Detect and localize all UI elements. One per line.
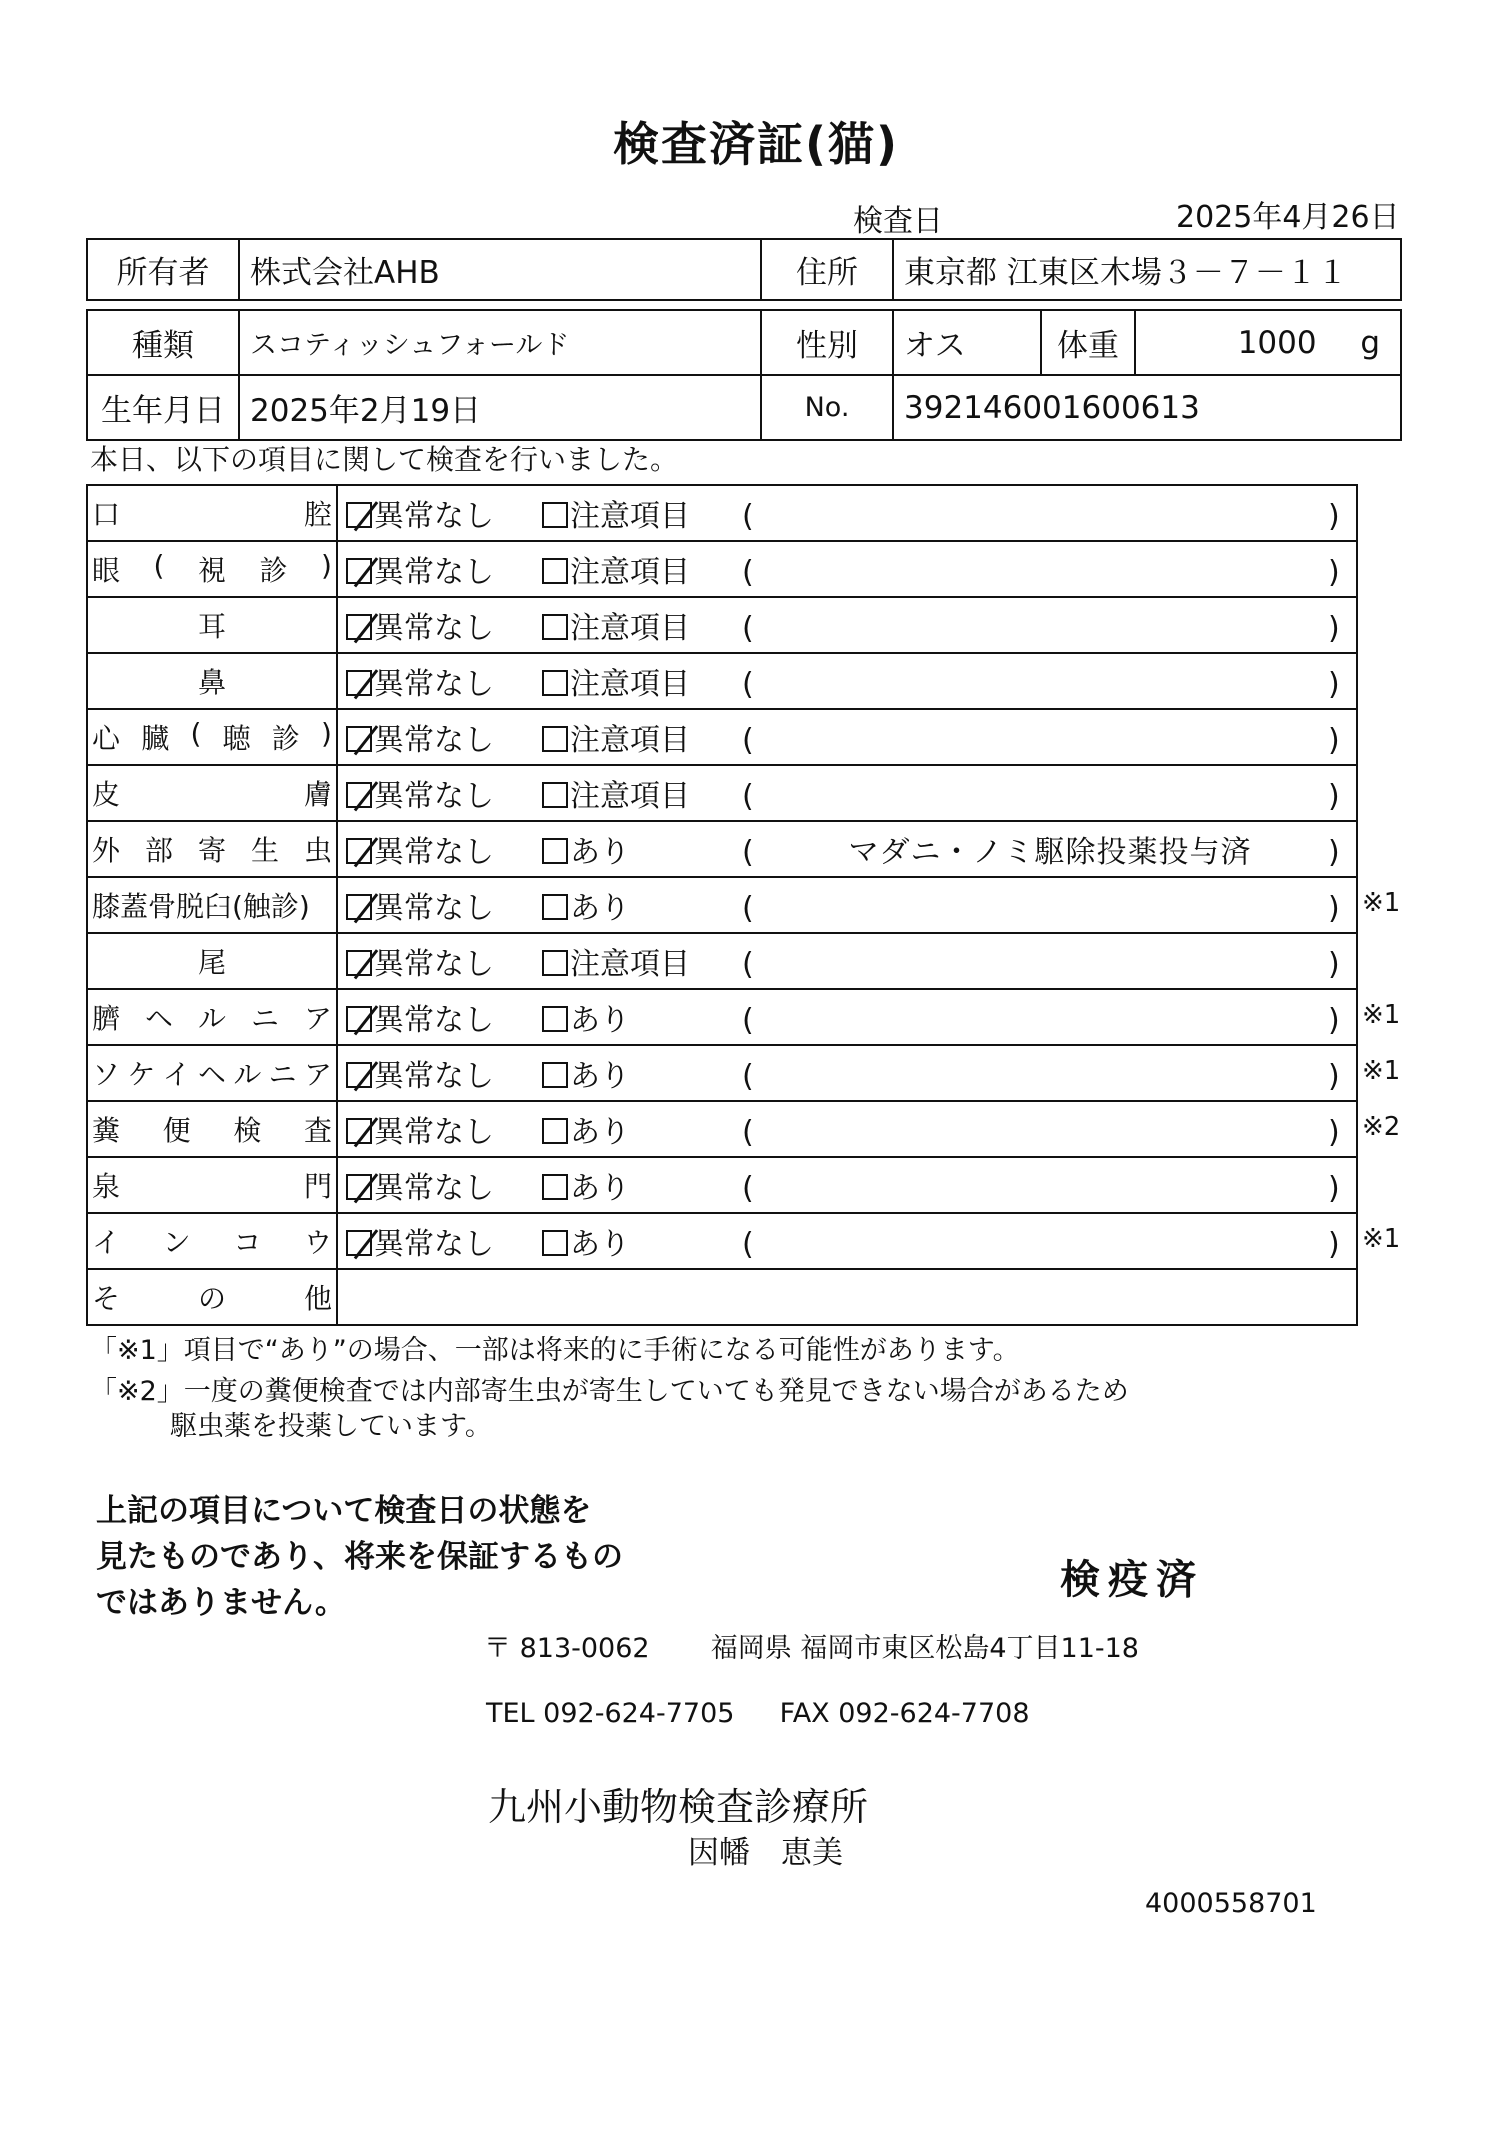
close-paren: ) <box>1328 611 1340 646</box>
exam-item-char: 診 <box>271 722 300 755</box>
close-paren: ) <box>1328 1003 1340 1038</box>
finding-label: 注意項目 <box>570 555 690 590</box>
normal-checkbox[interactable] <box>346 670 372 696</box>
close-paren: ) <box>1328 499 1340 534</box>
finding-checkbox[interactable] <box>542 894 568 920</box>
table-row <box>87 933 1357 989</box>
open-paren: ( <box>742 835 754 870</box>
exam-item-name <box>87 877 337 933</box>
finding-label: あり <box>570 1227 630 1262</box>
finding-label: あり <box>570 891 630 926</box>
normal-label: 異常なし <box>374 499 494 534</box>
close-paren: ) <box>1328 667 1340 702</box>
open-paren: ( <box>742 947 754 982</box>
exam-item-label <box>88 549 336 589</box>
exam-item-name <box>87 1045 337 1101</box>
exam-item-char: そ <box>92 1282 121 1315</box>
declaration-line: 見たものであり、将来を保証するもの <box>96 1539 623 1575</box>
open-paren: ( <box>742 891 754 926</box>
footnote-2-line1: 「※2」一度の糞便検査では内部寄生虫が寄生していても発見できない場合があるため <box>90 1376 1129 1407</box>
exam-item-char: 膝蓋骨脱臼(触診) <box>92 890 310 923</box>
footnote-2-line2: 駆虫薬を投薬しています。 <box>170 1411 492 1442</box>
exam-item-char: 皮 <box>92 778 121 811</box>
exam-result <box>337 653 1357 709</box>
intro-text: 本日、以下の項目に関して検査を行いました。 <box>90 443 679 476</box>
exam-item-name <box>87 709 337 765</box>
table-row <box>87 765 1357 821</box>
exam-result <box>337 821 1357 877</box>
finding-checkbox[interactable] <box>542 1062 568 1088</box>
exam-item-char: 部 <box>144 834 173 867</box>
finding-checkbox[interactable] <box>542 670 568 696</box>
close-paren: ) <box>1328 555 1340 590</box>
exam-item-char: ( <box>153 549 165 582</box>
document-id: 4000558701 <box>1145 1888 1317 1919</box>
weight-cell <box>1135 310 1401 375</box>
exam-item-char: 外 <box>92 834 121 867</box>
exam-item-name <box>87 1213 337 1269</box>
exam-item-char: 検 <box>233 1114 262 1147</box>
exam-date-label: 検査日 <box>853 204 943 239</box>
exam-result <box>337 877 1357 933</box>
clinic-name: 九州小動物検査診療所 <box>488 1785 869 1829</box>
exam-item-char: ニ <box>250 1002 279 1035</box>
open-paren: ( <box>742 1171 754 1206</box>
weight-unit: g <box>1360 324 1380 361</box>
exam-item-label <box>88 1165 336 1205</box>
exam-result <box>337 933 1357 989</box>
fax-number: FAX 092-624-7708 <box>779 1698 1030 1729</box>
exam-item-char: ) <box>321 717 332 750</box>
open-paren: ( <box>742 723 754 758</box>
table-row <box>87 877 1357 933</box>
exam-item-name <box>87 1101 337 1157</box>
declaration-line: 上記の項目について検査日の状態を <box>96 1493 592 1529</box>
exam-item-label <box>88 885 336 925</box>
no-value: 392146001600613 <box>893 375 1401 440</box>
footnote-1: 「※1」項目で“あり”の場合、一部は将来的に手術になる可能性があります。 <box>90 1335 1020 1366</box>
document-title: 検査済証(猫) <box>612 117 900 171</box>
exam-result <box>337 541 1357 597</box>
normal-label: 異常なし <box>374 555 494 590</box>
exam-item-char: 口 <box>92 498 121 531</box>
exam-item-char: ン <box>162 1226 191 1259</box>
exam-item-char: 診 <box>259 554 288 587</box>
doctor-name: 因幡 恵美 <box>688 1835 843 1871</box>
table-row <box>87 821 1357 877</box>
finding-label: 注意項目 <box>570 611 690 646</box>
finding-note: マダニ・ノミ駆除投薬投与済 <box>848 835 1252 870</box>
exam-item-char: 門 <box>303 1170 332 1203</box>
open-paren: ( <box>742 611 754 646</box>
animal-table <box>86 309 1402 441</box>
finding-checkbox[interactable] <box>542 950 568 976</box>
finding-checkbox[interactable] <box>542 558 568 584</box>
exam-item-name <box>87 1269 337 1325</box>
table-row <box>87 653 1357 709</box>
address-value: 東京都 江東区木場３－７－１１ <box>893 239 1401 300</box>
birth-value: 2025年2月19日 <box>239 375 761 440</box>
table-row-other <box>87 1269 1357 1325</box>
exam-item-label <box>88 1221 336 1261</box>
exam-result <box>337 485 1357 541</box>
phone-number: TEL 092-624-7705 <box>486 1698 735 1729</box>
exam-item-label <box>88 773 336 813</box>
normal-checkbox[interactable] <box>346 1174 372 1200</box>
finding-label: 注意項目 <box>570 779 690 814</box>
exam-item-char: ソ <box>92 1058 121 1091</box>
other-notes-field[interactable] <box>337 1269 1357 1325</box>
exam-item-char: イ <box>92 1226 121 1259</box>
exam-item-char: 便 <box>162 1114 191 1147</box>
normal-checkbox[interactable] <box>346 726 372 752</box>
exam-table <box>86 484 1358 1326</box>
normal-label: 異常なし <box>374 1003 494 1038</box>
finding-label: あり <box>570 1003 630 1038</box>
close-paren: ) <box>1328 835 1340 870</box>
footnote-mark: ※1 <box>1362 1056 1401 1086</box>
footnote-mark: ※1 <box>1362 1000 1401 1030</box>
normal-checkbox[interactable] <box>346 894 372 920</box>
exam-item-name <box>87 1157 337 1213</box>
normal-label: 異常なし <box>374 947 494 982</box>
exam-result <box>337 1157 1357 1213</box>
close-paren: ) <box>1328 1227 1340 1262</box>
table-row <box>87 1101 1357 1157</box>
table-row <box>87 1213 1357 1269</box>
finding-label: 注意項目 <box>570 667 690 702</box>
exam-item-char: 眼 <box>92 554 121 587</box>
declaration-line: ではありません。 <box>96 1585 346 1621</box>
normal-label: 異常なし <box>374 891 494 926</box>
owner-value: 株式会社AHB <box>239 239 761 300</box>
exam-item-char: 視 <box>197 554 226 587</box>
sex-label: 性別 <box>761 310 893 375</box>
exam-item-char: ア <box>303 1058 332 1091</box>
exam-item-char: ( <box>190 717 202 750</box>
exam-item-char: ヘ <box>144 1002 173 1035</box>
exam-item-char: 糞 <box>92 1114 121 1147</box>
close-paren: ) <box>1328 1059 1340 1094</box>
exam-item-char: 虫 <box>303 834 332 867</box>
finding-checkbox[interactable] <box>542 502 568 528</box>
clinic-address <box>484 1626 1139 1665</box>
postal-code: 〒 813-0062 <box>484 1633 650 1664</box>
finding-checkbox[interactable] <box>542 1118 568 1144</box>
exam-item-label <box>88 493 336 533</box>
normal-checkbox[interactable] <box>346 950 372 976</box>
close-paren: ) <box>1328 723 1340 758</box>
exam-item-char: ア <box>303 1002 332 1035</box>
footnote-mark: ※2 <box>1362 1112 1401 1142</box>
table-row <box>87 597 1357 653</box>
exam-item-char: 腔 <box>303 498 332 531</box>
normal-label: 異常なし <box>374 723 494 758</box>
finding-label: あり <box>570 1115 630 1150</box>
exam-result <box>337 597 1357 653</box>
open-paren: ( <box>742 667 754 702</box>
table-row <box>87 1157 1357 1213</box>
normal-checkbox[interactable] <box>346 782 372 808</box>
exam-item-char: ) <box>321 549 332 582</box>
exam-item-char: ウ <box>303 1226 332 1259</box>
finding-checkbox[interactable] <box>542 614 568 640</box>
close-paren: ) <box>1328 947 1340 982</box>
finding-label: 注意項目 <box>570 723 690 758</box>
exam-item-label <box>88 997 336 1037</box>
exam-item-name <box>87 597 337 653</box>
exam-item-label: 尾 <box>197 946 226 979</box>
exam-item-name <box>87 541 337 597</box>
exam-item-char: 臓 <box>141 722 170 755</box>
finding-checkbox[interactable] <box>542 1174 568 1200</box>
table-row <box>87 709 1357 765</box>
normal-label: 異常なし <box>374 1171 494 1206</box>
footnote-mark: ※1 <box>1362 888 1401 918</box>
exam-item-char: 生 <box>250 834 279 867</box>
exam-item-char: 他 <box>303 1282 332 1315</box>
breed-label: 種類 <box>87 310 239 375</box>
exam-item-char: 寄 <box>197 834 226 867</box>
exam-item-name <box>87 765 337 821</box>
exam-result <box>337 765 1357 821</box>
exam-item-label: 耳 <box>197 610 226 643</box>
normal-label: 異常なし <box>374 1059 494 1094</box>
normal-checkbox[interactable] <box>346 1006 372 1032</box>
finding-label: あり <box>570 1059 630 1094</box>
exam-result <box>337 709 1357 765</box>
exam-item-name <box>87 821 337 877</box>
open-paren: ( <box>742 499 754 534</box>
exam-item-label <box>88 1277 336 1317</box>
exam-item-char: コ <box>233 1226 262 1259</box>
close-paren: ) <box>1328 779 1340 814</box>
close-paren: ) <box>1328 1171 1340 1206</box>
exam-item-label <box>88 717 336 757</box>
owner-label: 所有者 <box>87 239 239 300</box>
normal-label: 異常なし <box>374 779 494 814</box>
finding-checkbox[interactable] <box>542 1006 568 1032</box>
sex-value: オス <box>893 310 1041 375</box>
exam-item-char: イ <box>162 1058 191 1091</box>
weight-label: 体重 <box>1041 310 1135 375</box>
normal-label: 異常なし <box>374 835 494 870</box>
exam-item-char: の <box>197 1282 226 1315</box>
finding-label: 注意項目 <box>570 947 690 982</box>
exam-item-char: ニ <box>268 1058 297 1091</box>
normal-label: 異常なし <box>374 611 494 646</box>
normal-checkbox[interactable] <box>346 614 372 640</box>
clinic-contact <box>486 1698 1030 1729</box>
normal-checkbox[interactable] <box>346 838 372 864</box>
open-paren: ( <box>742 779 754 814</box>
normal-label: 異常なし <box>374 1227 494 1262</box>
normal-checkbox[interactable] <box>346 1230 372 1256</box>
no-label: No. <box>761 375 893 440</box>
open-paren: ( <box>742 1115 754 1150</box>
exam-item-char: 心 <box>92 722 121 755</box>
table-row <box>87 1045 1357 1101</box>
finding-label: 注意項目 <box>570 499 690 534</box>
finding-label: あり <box>570 1171 630 1206</box>
exam-item-char: ヘ <box>197 1058 226 1091</box>
owner-table <box>86 238 1402 301</box>
finding-checkbox[interactable] <box>542 1230 568 1256</box>
finding-checkbox[interactable] <box>542 726 568 752</box>
exam-item-label <box>88 829 336 869</box>
exam-item-name <box>87 485 337 541</box>
weight-value: 1000 <box>1237 324 1317 361</box>
table-row <box>87 485 1357 541</box>
normal-checkbox[interactable] <box>346 558 372 584</box>
exam-item-char: 査 <box>303 1114 332 1147</box>
normal-label: 異常なし <box>374 667 494 702</box>
open-paren: ( <box>742 1227 754 1262</box>
exam-item-char: ル <box>197 1002 226 1035</box>
finding-label: あり <box>570 835 630 870</box>
exam-result <box>337 1101 1357 1157</box>
exam-item-name <box>87 653 337 709</box>
exam-item-label <box>88 1053 336 1093</box>
exam-item-name <box>87 933 337 989</box>
open-paren: ( <box>742 555 754 590</box>
finding-checkbox[interactable] <box>542 782 568 808</box>
exam-item-name <box>87 989 337 1045</box>
open-paren: ( <box>742 1003 754 1038</box>
table-row <box>87 541 1357 597</box>
exam-result <box>337 1045 1357 1101</box>
declaration <box>96 1488 623 1626</box>
exam-item-char: 臍 <box>92 1002 121 1035</box>
normal-checkbox[interactable] <box>346 1062 372 1088</box>
normal-checkbox[interactable] <box>346 1118 372 1144</box>
open-paren: ( <box>742 1059 754 1094</box>
exam-item-char: 泉 <box>92 1170 121 1203</box>
exam-item-label <box>88 1109 336 1149</box>
exam-item-char: ル <box>233 1058 262 1091</box>
exam-result <box>337 989 1357 1045</box>
exam-item-label: 鼻 <box>197 666 226 699</box>
exam-item-char: 聴 <box>222 722 251 755</box>
exam-date-value: 2025年4月26日 <box>1176 200 1400 235</box>
breed-value: スコティッシュフォールド <box>239 310 761 375</box>
exam-item-char: 膚 <box>303 778 332 811</box>
street-address: 福岡県 福岡市東区松島4丁目11-18 <box>710 1633 1139 1664</box>
normal-label: 異常なし <box>374 1115 494 1150</box>
table-row <box>87 989 1357 1045</box>
exam-result <box>337 1213 1357 1269</box>
address-label: 住所 <box>761 239 893 300</box>
birth-label: 生年月日 <box>87 375 239 440</box>
close-paren: ) <box>1328 1115 1340 1150</box>
footnote-mark: ※1 <box>1362 1224 1401 1254</box>
normal-checkbox[interactable] <box>346 502 372 528</box>
quarantine-stamp: 検疫済 <box>1060 1557 1204 1603</box>
exam-item-char: ケ <box>127 1058 156 1091</box>
finding-checkbox[interactable] <box>542 838 568 864</box>
close-paren: ) <box>1328 891 1340 926</box>
